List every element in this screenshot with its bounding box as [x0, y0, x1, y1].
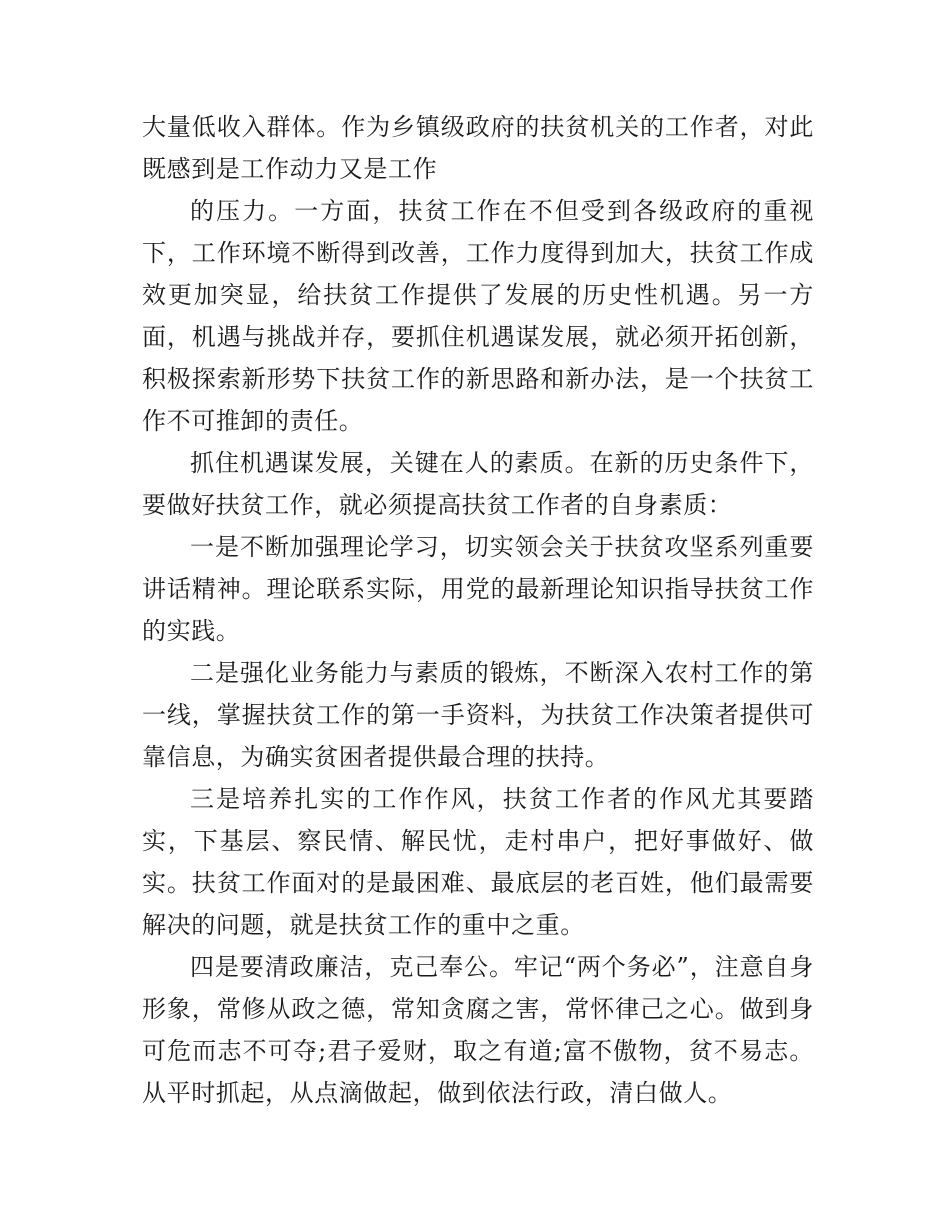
paragraph-3: 抓住机遇谋发展，关键在人的素质。在新的历史条件下，要做好扶贫工作，就必须提高扶贫工作者的自身素质： — [142, 449, 814, 519]
document-body — [142, 106, 814, 1114]
paragraph-5: 二是强化业务能力与素质的锻炼，不断深入农村工作的第一线，掌握扶贫工作的第一手资料，为扶贫工作决策者提供可靠信息，为确实贫困者提供最合理的扶持。 — [142, 659, 814, 771]
paragraph-4: 一是不断加强理论学习，切实领会关于扶贫攻坚系列重要讲话精神。理论联系实际，用党的最新理论知识指导扶贫工作的实践。 — [142, 533, 814, 645]
paragraph-2: 的压力。一方面，扶贫工作在不但受到各级政府的重视下，工作环境不断得到改善，工作力度得到加大，扶贫工作成效更加突显，给扶贫工作提供了发展的历史性机遇。另一方面，机遇与挑战并存，要抓住机遇谋发展，就必须开拓创新，积极探索新形势下扶贫工作的新思路和新办法，是一个扶贫工作不可推卸的责任。 — [142, 197, 814, 435]
paragraph-1: 大量低收入群体。作为乡镇级政府的扶贫机关的工作者，对此既感到是工作动力又是工作 — [142, 113, 814, 183]
paragraph-7: 四是要清政廉洁，克己奉公。牢记“两个务必”，注意自身形象，常修从政之德，常知贪腐之害，常怀律己之心。做到身可危而志不可夺;君子爱财，取之有道;富不傲物，贫不易志。从平时抓起，从点滴做起，做到依法行政，清白做人。 — [142, 953, 814, 1107]
paragraph-6: 三是培养扎实的工作作风，扶贫工作者的作风尤其要踏实，下基层、察民情、解民忧，走村串户，把好事做好、做实。扶贫工作面对的是最困难、最底层的老百姓，他们最需要解决的问题，就是扶贫工作的重中之重。 — [142, 785, 814, 939]
